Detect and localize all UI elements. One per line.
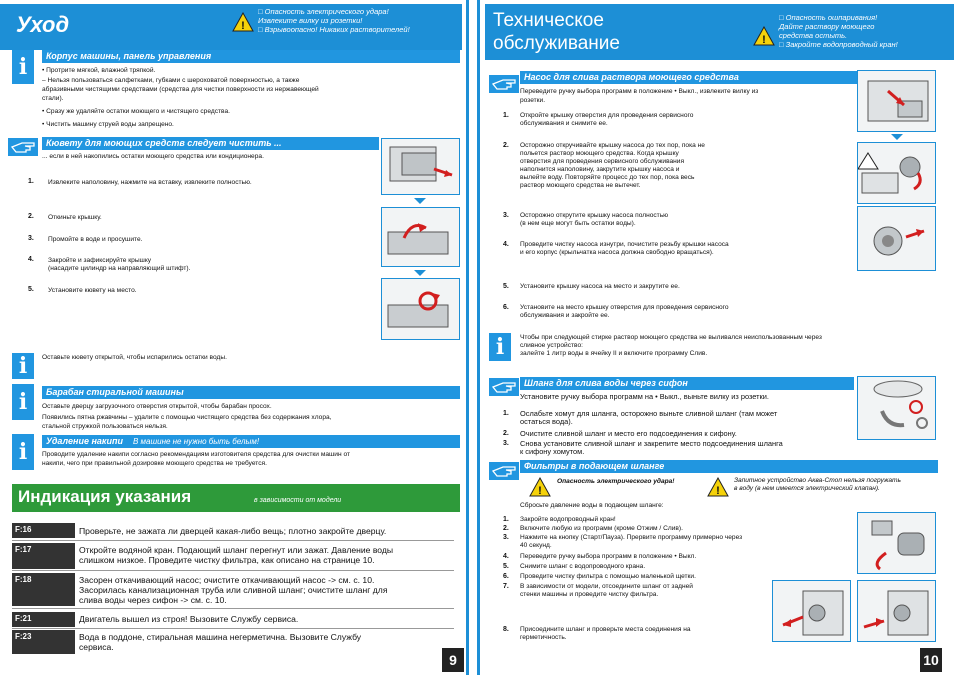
step-text: Осторожно откручивайте крышку насоса до тех пор, пока не польется раствор моющего средства. Когда крышку отверстия для проведения сервисного обслуживания наполнится наполовину, закрутите крышку насоса и вылейте воду. Повторяйте процесс до тех пор, пока весь раствор моющего средства не вытечет.: [520, 142, 705, 189]
warning-icon: [529, 477, 551, 497]
step-number: 3.: [503, 534, 509, 541]
step-number: 8.: [503, 626, 509, 633]
header-bar: [0, 4, 462, 50]
warning-icon: [707, 477, 729, 497]
step-number: 2.: [503, 525, 509, 532]
step-number: 4.: [503, 553, 509, 560]
fault-code: F:16: [12, 523, 75, 538]
step-text: Откройте крышку отверстия для проведения сервисного обслуживания и снимите ее.: [520, 112, 694, 127]
fault-code: F:18: [12, 573, 75, 606]
svg-text:!: !: [241, 20, 245, 32]
step-text: Извлеките наполовину, нажмите на вставку, извлеките полностью.: [48, 179, 252, 186]
sequence-arrow: [414, 198, 426, 204]
step-text: Присоедините шланг и проверьте места соединения на герметичность.: [520, 626, 691, 641]
text-line: Переведите ручку выбора программ в положение • Выкл., извлеките вилку из: [520, 88, 759, 95]
siphon-illustration: [857, 376, 936, 440]
warning-text-1: □ Опасность электрического удара!: [258, 7, 389, 16]
warning-text-1: □ Опасность ошпаривания!: [779, 13, 878, 22]
warning-text-2: Извлеките вилку из розетки!: [258, 16, 363, 25]
divider: [12, 540, 454, 541]
fault-description: Вода в поддоне, стиральная машина негерметична. Вызовите Службу сервиса.: [79, 632, 362, 652]
divider: [12, 570, 454, 571]
page-edge-line: [477, 0, 480, 675]
step-text: Проведите чистку насоса изнутри, почистите резьбу крышки насоса и его корпус (крыльчатка насоса должна свободно вращаться).: [520, 241, 729, 256]
section-title-text: Удаление накипи: [46, 436, 123, 446]
step-number: 6.: [503, 573, 509, 580]
fault-code: F:21: [12, 612, 75, 627]
step-number: 7.: [503, 583, 509, 590]
section-title-inlet-filters: Фильтры в подающем шланге: [520, 460, 938, 473]
text-line: накипи, чего при правильной дозировке моющего средства не требуется.: [42, 460, 267, 467]
page-title: Уход: [16, 12, 70, 37]
fault-code: F:23: [12, 630, 75, 654]
step-text: Очистите сливной шланг и место его подсоединения к сифону.: [520, 429, 737, 438]
info-icon: i: [12, 50, 34, 84]
indication-header: [12, 484, 460, 512]
step-number: 1.: [503, 112, 509, 119]
text-line: Проводите удаление накипи согласно рекомендациям изготовителя средства для очистки машин от: [42, 451, 351, 458]
fault-description: Засорен откачивающий насос; очистите откачивающий насос -> см. с. 10. Засорилась канализационная труба или сливной шланг; очистите шланг для слива воды через сифон -> см. с. 10.: [79, 575, 388, 605]
page-title-line-2: обслуживание: [493, 33, 620, 54]
page-number: 9: [442, 648, 464, 672]
header-bar: [485, 4, 954, 60]
step-number: 5.: [503, 563, 509, 570]
step-number: 4.: [28, 256, 34, 263]
text-line: Оставьте дверцу загрузочного отверстия открытой, чтобы барабан просох.: [42, 403, 272, 410]
section-title-housing: Корпус машины, панель управления: [42, 50, 460, 63]
note-text: Оставьте кювету открытой, чтобы испарились остатки воды.: [42, 354, 227, 361]
step-number: 3.: [28, 235, 34, 242]
pump-illustration-3: [857, 206, 936, 271]
indication-subtitle: в зависимости от модели: [254, 497, 342, 504]
step-text: Промойте в воде и просушите.: [48, 236, 143, 243]
warning-text-2: Дайте раствору моющего: [779, 22, 875, 31]
info-icon: i: [12, 384, 34, 420]
drawer-illustration-3: [381, 278, 460, 340]
section-title-drum: Барабан стиральной машины: [42, 386, 460, 399]
text-line: • Сразу же удаляйте остатки моющего и чистящего средства.: [42, 108, 230, 115]
step-text: В зависимости от модели, отсоедините шланг от задней стенки машины и проведите чистку фильтра.: [520, 583, 693, 598]
section-title-drawer: Кювету для моющих средств следует чистить ...: [42, 137, 379, 150]
info-icon: i: [489, 333, 511, 361]
text-line: – Нельзя пользоваться салфетками, губками с шероховатой поверхностью, а также: [42, 77, 300, 84]
step-number: 3.: [503, 212, 509, 219]
step-number: 1.: [503, 410, 509, 417]
svg-text:!: !: [538, 485, 542, 497]
text-line: Появились пятна ржавчины – удалите с помощью чистящего средства без содержания хлора,: [42, 414, 332, 421]
step-number: 5.: [503, 283, 509, 290]
filter-illustration-2: [772, 580, 851, 642]
step-text: Ослабьте хомут для шланга, осторожно выньте сливной шланг (там может остаться вода).: [520, 409, 778, 426]
page-title-line-1: Техническое: [493, 10, 604, 31]
text-line: • Протрите мягкой, влажной тряпкой.: [42, 67, 156, 74]
step-text: Установите на место крышку отверстия для проведения сервисного обслуживания и закройте ее.: [520, 304, 729, 319]
pump-illustration-1: [857, 70, 936, 132]
text-line: абразивными чистящими средствами (средства для чистки поверхности из нержавеющей: [42, 86, 319, 93]
fault-code: F:17: [12, 543, 75, 569]
step-text: Снова установите сливной шланг и закрепите место подсоединения шланга к сифону хомутом.: [520, 439, 783, 456]
warning-text-3: средства остыть.: [779, 31, 848, 40]
step-number: 1.: [28, 178, 34, 185]
info-icon: i: [12, 353, 34, 379]
svg-text:!: !: [762, 34, 766, 46]
sequence-arrow: [414, 270, 426, 276]
step-text: Снимите шланг с водопроводного крана.: [520, 563, 646, 570]
text-line: Установите ручку выбора программ на • Выкл., выньте вилку из розетки.: [520, 392, 769, 401]
fault-description: Двигатель вышел из строя! Вызовите Службу сервиса.: [79, 614, 299, 624]
drawer-illustration-2: [381, 207, 460, 267]
step-number: 2.: [503, 430, 509, 437]
section-subtitle: В машине не нужно быть белым!: [132, 437, 260, 446]
warning-icon: [232, 12, 254, 32]
drawer-illustration-1: [381, 138, 460, 195]
step-number: 6.: [503, 304, 509, 311]
step-number: 2.: [28, 213, 34, 220]
step-number: 2.: [503, 142, 509, 149]
warning-text-3: □ Взрывоопасно! Никаких растворителей!: [258, 25, 410, 34]
warning-text-4: □ Закройте водопроводный кран!: [779, 40, 898, 49]
step-text: Установите кювету на место.: [48, 287, 137, 294]
page-right: [477, 0, 954, 675]
filter-illustration-3: [857, 580, 936, 642]
note-text: Чтобы при следующей стирке раствор моющего средства не выливался неиспользованным через сливное устройство: залейте 1 литр воды в ячейку II и включите программу Слив.: [520, 334, 822, 357]
fault-description: Проверьте, не зажата ли дверцей какая-либо вещь; плотно закройте дверцу.: [79, 526, 387, 536]
text-line: стали).: [42, 95, 64, 102]
text-line: розетки.: [520, 97, 546, 104]
pointing-hand-icon: [8, 138, 38, 156]
page-edge-line: [466, 0, 469, 675]
pointing-hand-icon: [489, 75, 519, 93]
fault-description: Откройте водяной кран. Подающий шланг перегнут или зажат. Давление воды слишком низкое. Проведите чистку фильтра, как описано на странице 10.: [79, 545, 394, 565]
warning-text: Опасность электрического удара!: [557, 478, 675, 485]
filter-illustration-1: [857, 512, 936, 574]
step-text: (насадите цилиндр на направляющий штифт).: [48, 265, 191, 272]
step-number: 5.: [28, 286, 34, 293]
warning-icon: [753, 26, 775, 46]
text-line: Сбросьте давление воды в подающем шланге:: [520, 502, 664, 509]
pump-illustration-2: [857, 142, 936, 204]
page-number: 10: [920, 648, 942, 672]
text-line: стальной стружкой пользоваться нельзя.: [42, 423, 168, 430]
step-text: Нажмите на кнопку (Старт/Пауза). Прервите программу примерно через 40 секунд.: [520, 534, 743, 549]
pointing-hand-icon: [489, 378, 519, 396]
step-text: Откиньте крышку.: [48, 214, 102, 221]
section-title-pump: Насос для слива раствора моющего средства: [520, 71, 899, 84]
step-number: 3.: [503, 440, 509, 447]
step-text: Установите крышку насоса на место и закрутите ее.: [520, 283, 680, 290]
divider: [12, 628, 454, 629]
info-icon: i: [12, 434, 34, 470]
text-line: ... если в ней накопились остатки моющего средства или кондиционера.: [42, 153, 264, 160]
divider: [12, 608, 454, 609]
indication-title: Индикация указания: [18, 487, 192, 506]
pointing-hand-icon: [489, 462, 519, 480]
sequence-arrow: [891, 134, 903, 140]
step-text: Проведите чистку фильтра с помощью маленькой щетки.: [520, 573, 696, 580]
warning-text: Запитное устройство Аква-Стоп нельзя погружать в воду (в нем имеется электрический клапан).: [734, 477, 902, 492]
step-text: Осторожно открутите крышку насоса полностью (в нем еще могут быть остатки воды).: [520, 212, 669, 227]
text-line: • Чистить машину струей воды запрещено.: [42, 121, 174, 128]
svg-text:!: !: [716, 485, 720, 497]
step-text: Закройте и зафиксируйте крышку: [48, 257, 152, 264]
step-text: Закройте водопроводный кран!: [520, 516, 616, 523]
step-text: Переведите ручку выбора программ в положение • Выкл.: [520, 553, 697, 560]
step-text: Включите любую из программ (кроме Отжим / Слив).: [520, 525, 683, 532]
step-number: 4.: [503, 241, 509, 248]
step-number: 1.: [503, 516, 509, 523]
section-title-descaling: [42, 435, 460, 448]
section-title-siphon-hose: Шланг для слива воды через сифон: [520, 377, 854, 390]
